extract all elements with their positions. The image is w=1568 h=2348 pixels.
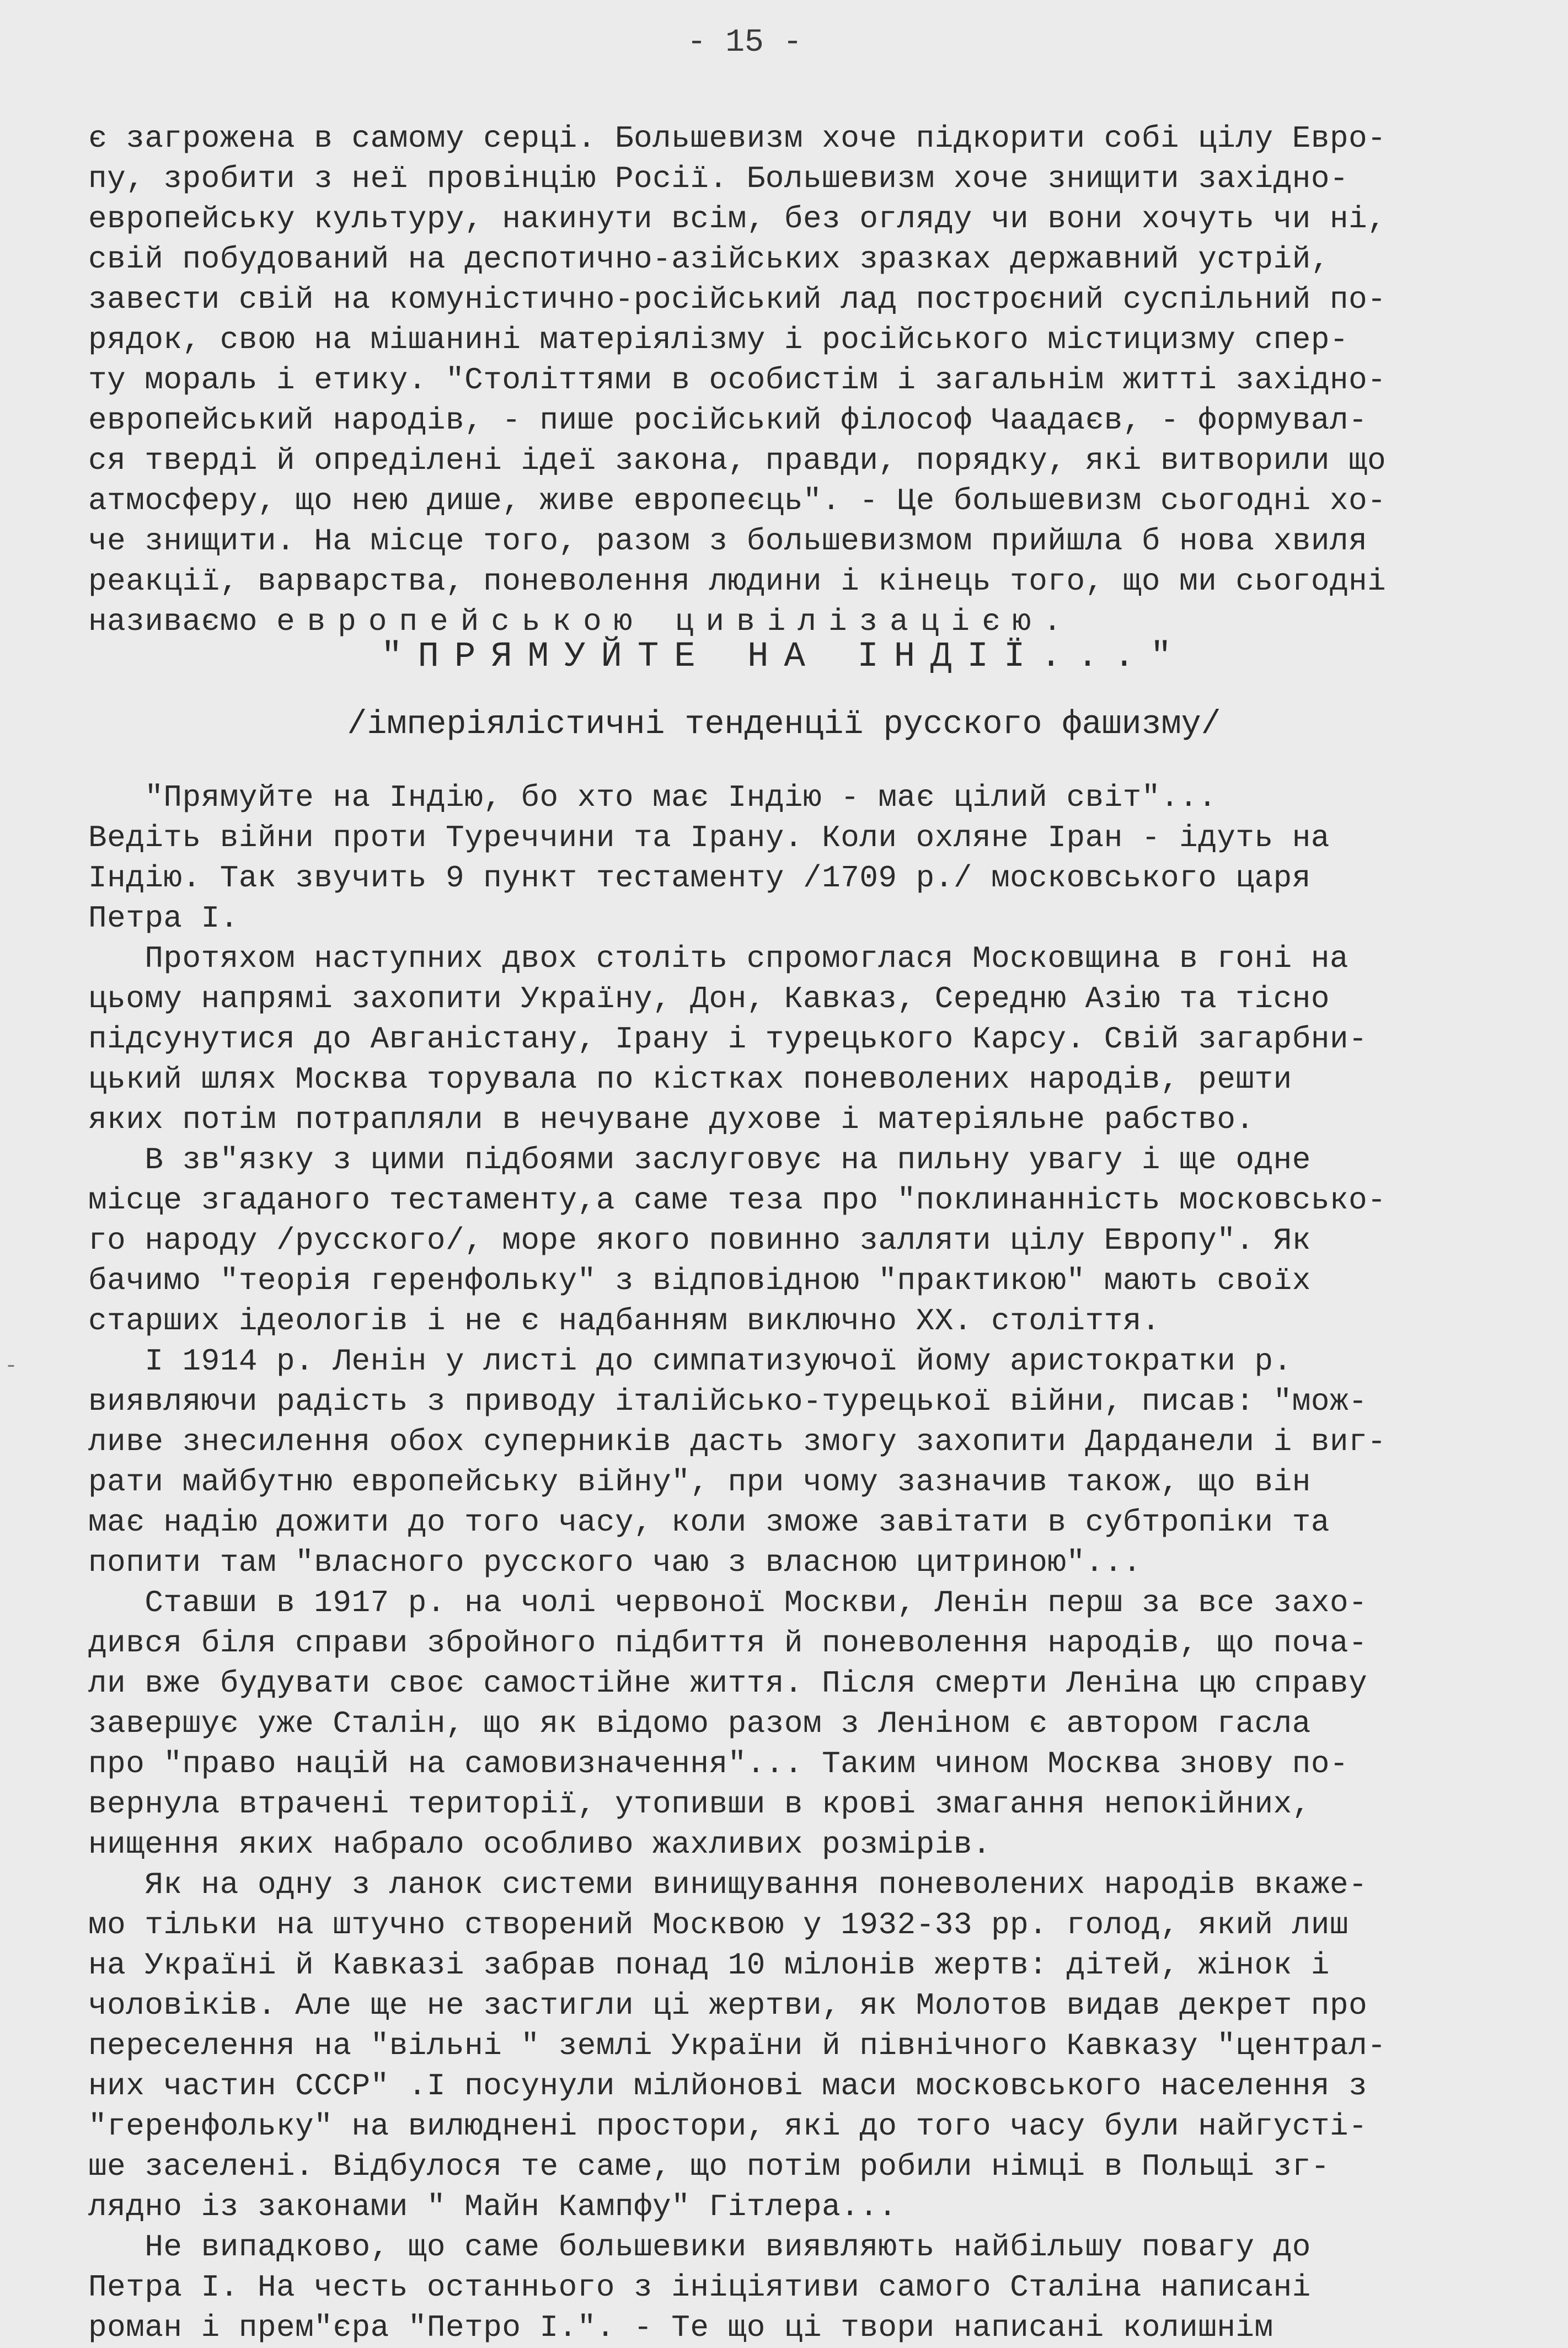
text-line: чоловіків. Але ще не застигли ці жертви, як Молотов видав декрет про [88,1988,1368,2023]
text-line: підсунутися до Авганістану, Ірану і турецького Карсу. Свій загарбни- [88,1021,1368,1057]
text-line: В зв"язку з цими підбоями заслуговує на пильну увагу і ще одне [88,1142,1311,1178]
text-line: яких потім потрапляли в нечуване духове і матеріяльне рабство. [88,1102,1255,1137]
text-line: Ведіть війни проти Туреччини та Ірану. Коли охляне Іран - ідуть на [88,820,1330,855]
text-line: них частин СССР" .І посунули мілйонові маси московського населення з [88,2068,1368,2104]
text-line: на Україні й Кавказі забрав понад 10 мілонів жертв: дітей, жінок і [88,1948,1330,1983]
text-line: Не випадково, що саме большевики виявляють найбільшу повагу до [88,2229,1311,2265]
text-line: ту мораль і етику. "Століттями в особистім і загальнім житті західно- [88,362,1387,398]
text-line: місце згаданого тестаменту,а саме теза про "поклинанність московсько- [88,1183,1387,1218]
section-subtitle: /імперіялістичні тенденції русского фашизму/ [347,706,1221,744]
text-line: цьому напрямі захопити Україну, Дон, Кавказ, Середню Азію та тісно [88,981,1330,1017]
text-line: че знищити. На місце того, разом з большевизмом прийшла б нова хвиля [88,523,1368,559]
text-line: старших ідеологів і не є надбанням виключно ХХ. століття. [88,1303,1161,1339]
text-line: ливе знесилення обох суперників дасть змогу захопити Дарданели і виг- [88,1424,1387,1459]
text-line: Індію. Так звучить 9 пункт тестаменту /1709 р./ московського царя [88,860,1311,896]
text-line: рати майбутню европейську війну", при чому зазначив також, що він [88,1464,1311,1500]
text-line: завершує уже Сталін, що як відомо разом з Леніном є автором гасла [88,1706,1311,1741]
text-line: свій побудований на деспотично-азійських зразках державний устрій, [88,242,1330,277]
text-line: пу, зробити з неї провінцію Росії. Большевизм хоче знищити західно- [88,161,1349,196]
text-line: мо тільки на штучно створений Москвою у 1932-33 рр. голод, який лиш [88,1907,1349,1943]
text-line: го народу /русского/, море якого повинно залляти цілу Европу". Як [88,1223,1311,1258]
text-line: ше заселені. Відбулося те саме, що потім робили німці в Польщі зг- [88,2149,1330,2184]
text-line: Протяхом наступних двох століть спромоглася Московщина в гоні на [88,941,1349,976]
text-line: Як на одну з ланок системи винищування поневолених народів вкаже- [88,1867,1368,1902]
text-line: роман і прем"єра "Петро І.". - Те що ці твори написані колишнім [88,2310,1273,2345]
text-line: переселення на "вільні " землі України й північного Кавказу "централ- [88,2028,1387,2063]
text-line: ся тверді й опреділені ідеї закона, правди, порядку, які витворили що [88,443,1387,478]
text-line: вернула втрачені території, утопивши в крові змагання непокійних, [88,1787,1311,1822]
margin-mark: - [4,1354,18,1379]
text-line: бачимо "теорія геренфольку" з відповідною "практикою" мають своїх [88,1263,1311,1298]
text-line: Петра І. На честь останнього з ініціятиви самого Сталіна написані [88,2270,1311,2305]
section-title: "ПРЯМУЙТЕ НА ІНДІЇ..." [381,637,1187,677]
text-line: виявляючи радість з приводу італійсько-турецької війни, писав: "мож- [88,1384,1368,1419]
page-number: - 15 - [687,25,802,61]
text-line: "геренфольку" на вилюднені простори, які до того часу були найгусті- [88,2109,1368,2144]
text-line: нищення яких набрало особливо жахливих розмірів. [88,1827,992,1862]
text-line: І 1914 р. Ленін у листі до симпатизуючої йому аристократки р. [88,1344,1292,1379]
text-line: є загрожена в самому серці. Большевизм хоче підкорити собі цілу Евро- [88,121,1387,156]
text-line: "Прямуйте на Індію, бо хто має Індію - має цілий світ"... [88,780,1217,815]
text-line: дився біля справи збройного підбиття й поневолення народів, що поча- [88,1625,1368,1661]
intro-paragraph [88,119,1511,642]
text-line: Петра І. [88,901,239,936]
text-line: ли вже будувати своє самостійне життя. Після смерти Леніна цю справу [88,1666,1368,1701]
text-line: европейську культуру, накинути всім, без огляду чи вони хочуть чи ні, [88,201,1387,237]
text-line-last [88,602,1511,642]
text-line: реакції, варварства, поневолення людини і кінець того, що ми сьогодні [88,564,1387,599]
text-line: завести свій на комуністично-російський лад построєний суспільний по- [88,282,1387,317]
text-line: европейський народів, - пише російський філософ Чаадаєв, - формувал- [88,403,1368,438]
text-prefix: називаємо [88,604,277,639]
text-line: лядно із законами " Майн Кампфу" Гітлера... [88,2189,897,2224]
text-line: має надію дожити до того часу, коли зможе завітати в субтропіки та [88,1505,1330,1540]
text-line: цький шлях Москва торувала по кістках поневолених народів, решти [88,1062,1292,1097]
text-line: Ставши в 1917 р. на чолі червоної Москви, Ленін перш за все захо- [88,1585,1368,1620]
text-line: рядок, свою на мішанині матеріялізму і російського містицизму спер- [88,322,1349,357]
text-line: попити там "власного русского чаю з власною цитриною"... [88,1545,1142,1580]
text-line: про "право націй на самовизначення"... Таким чином Москва знову по- [88,1746,1349,1782]
body-text [88,778,1511,2348]
text-line: атмосферу, що нею дише, живе европеєць". - Це большевизм сьогодні хо- [88,483,1387,518]
spaced-phrase: европейською цивілізацією. [276,604,1074,639]
